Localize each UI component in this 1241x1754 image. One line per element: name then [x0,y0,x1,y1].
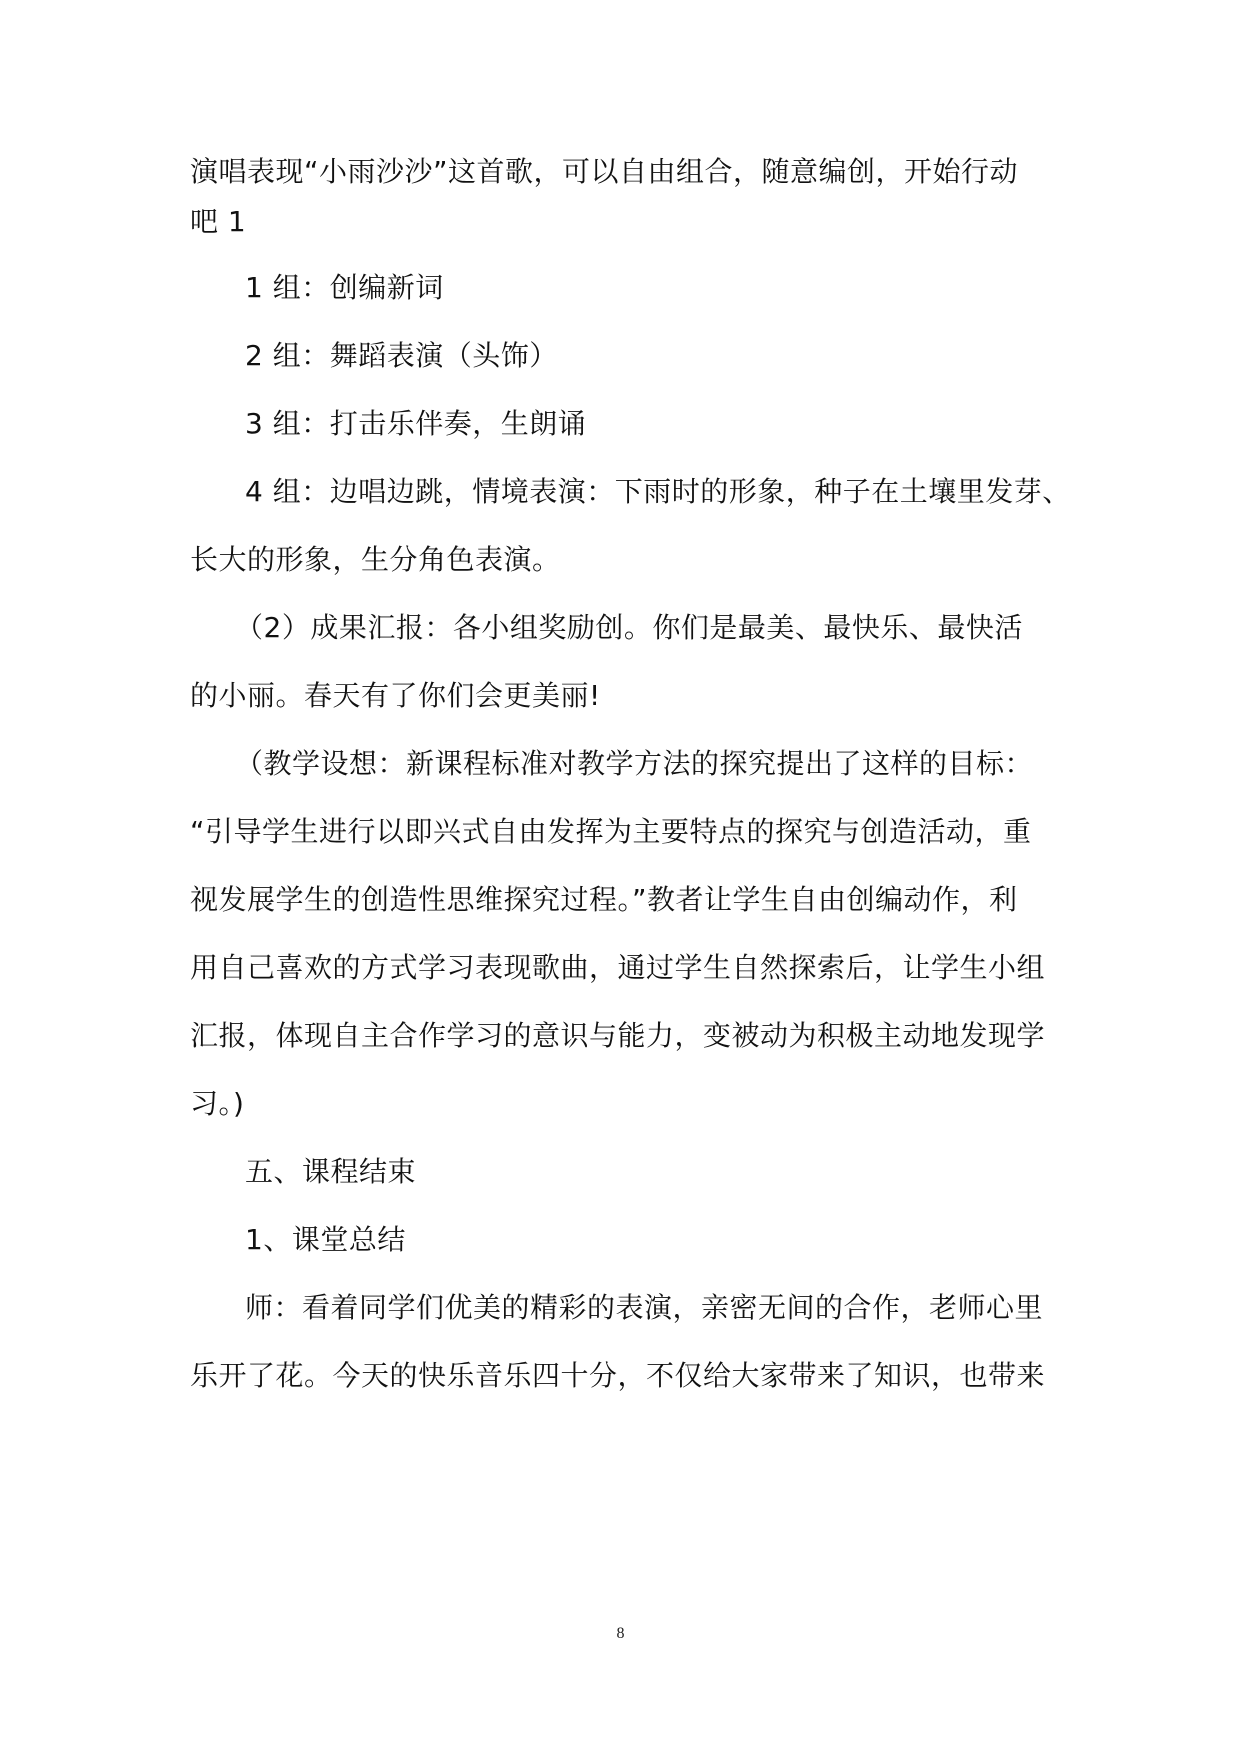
text-line: “引导学生进行以即兴式自由发挥为主要特点的探究与创造活动，重 [190,815,1032,848]
text-line: 用自己喜欢的方式学习表现歌曲，通过学生自然探索后，让学生小组 [190,951,1046,984]
text-line: 演唱表现“小雨沙沙”这首歌，可以自由组合，随意编创，开始行动 [190,155,1019,188]
text-line: 4 组：边唱边跳，情境表演：下雨时的形象，种子在土壤里发芽、 [245,475,1071,508]
text-line: 3 组：打击乐伴奏，生朗诵 [245,407,587,440]
text-line: 长大的形象，生分角色表演。 [190,543,561,576]
text-line: （教学设想：新课程标准对教学方法的探究提出了这样的目标： [235,747,1034,780]
subsection-heading: 1、课堂总结 [245,1223,406,1256]
text-line: 习。) [190,1087,245,1120]
text-line: 视发展学生的创造性思维探究过程。”教者让学生自由创编动作，利 [190,883,1018,916]
text-line: 汇报，体现自主合作学习的意识与能力，变被动为积极主动地发现学 [190,1019,1046,1052]
page-number: 8 [616,1625,625,1642]
text-line: 2 组：舞蹈表演（头饰） [245,339,558,372]
text-line: （2）成果汇报：各小组奖励创。你们是最美、最快乐、最快活 [235,611,1023,644]
section-heading: 五、课程结束 [245,1155,417,1188]
text-line: 吧 1 [190,205,247,238]
text-line: 的小丽。春天有了你们会更美丽! [190,679,601,712]
text-line: 1 组：创编新词 [245,271,444,304]
text-line: 乐开了花。今天的快乐音乐四十分，不仅给大家带来了知识，也带来 [190,1359,1046,1392]
text-line: 师：看着同学们优美的精彩的表演，亲密无间的合作，老师心里 [245,1291,1044,1324]
